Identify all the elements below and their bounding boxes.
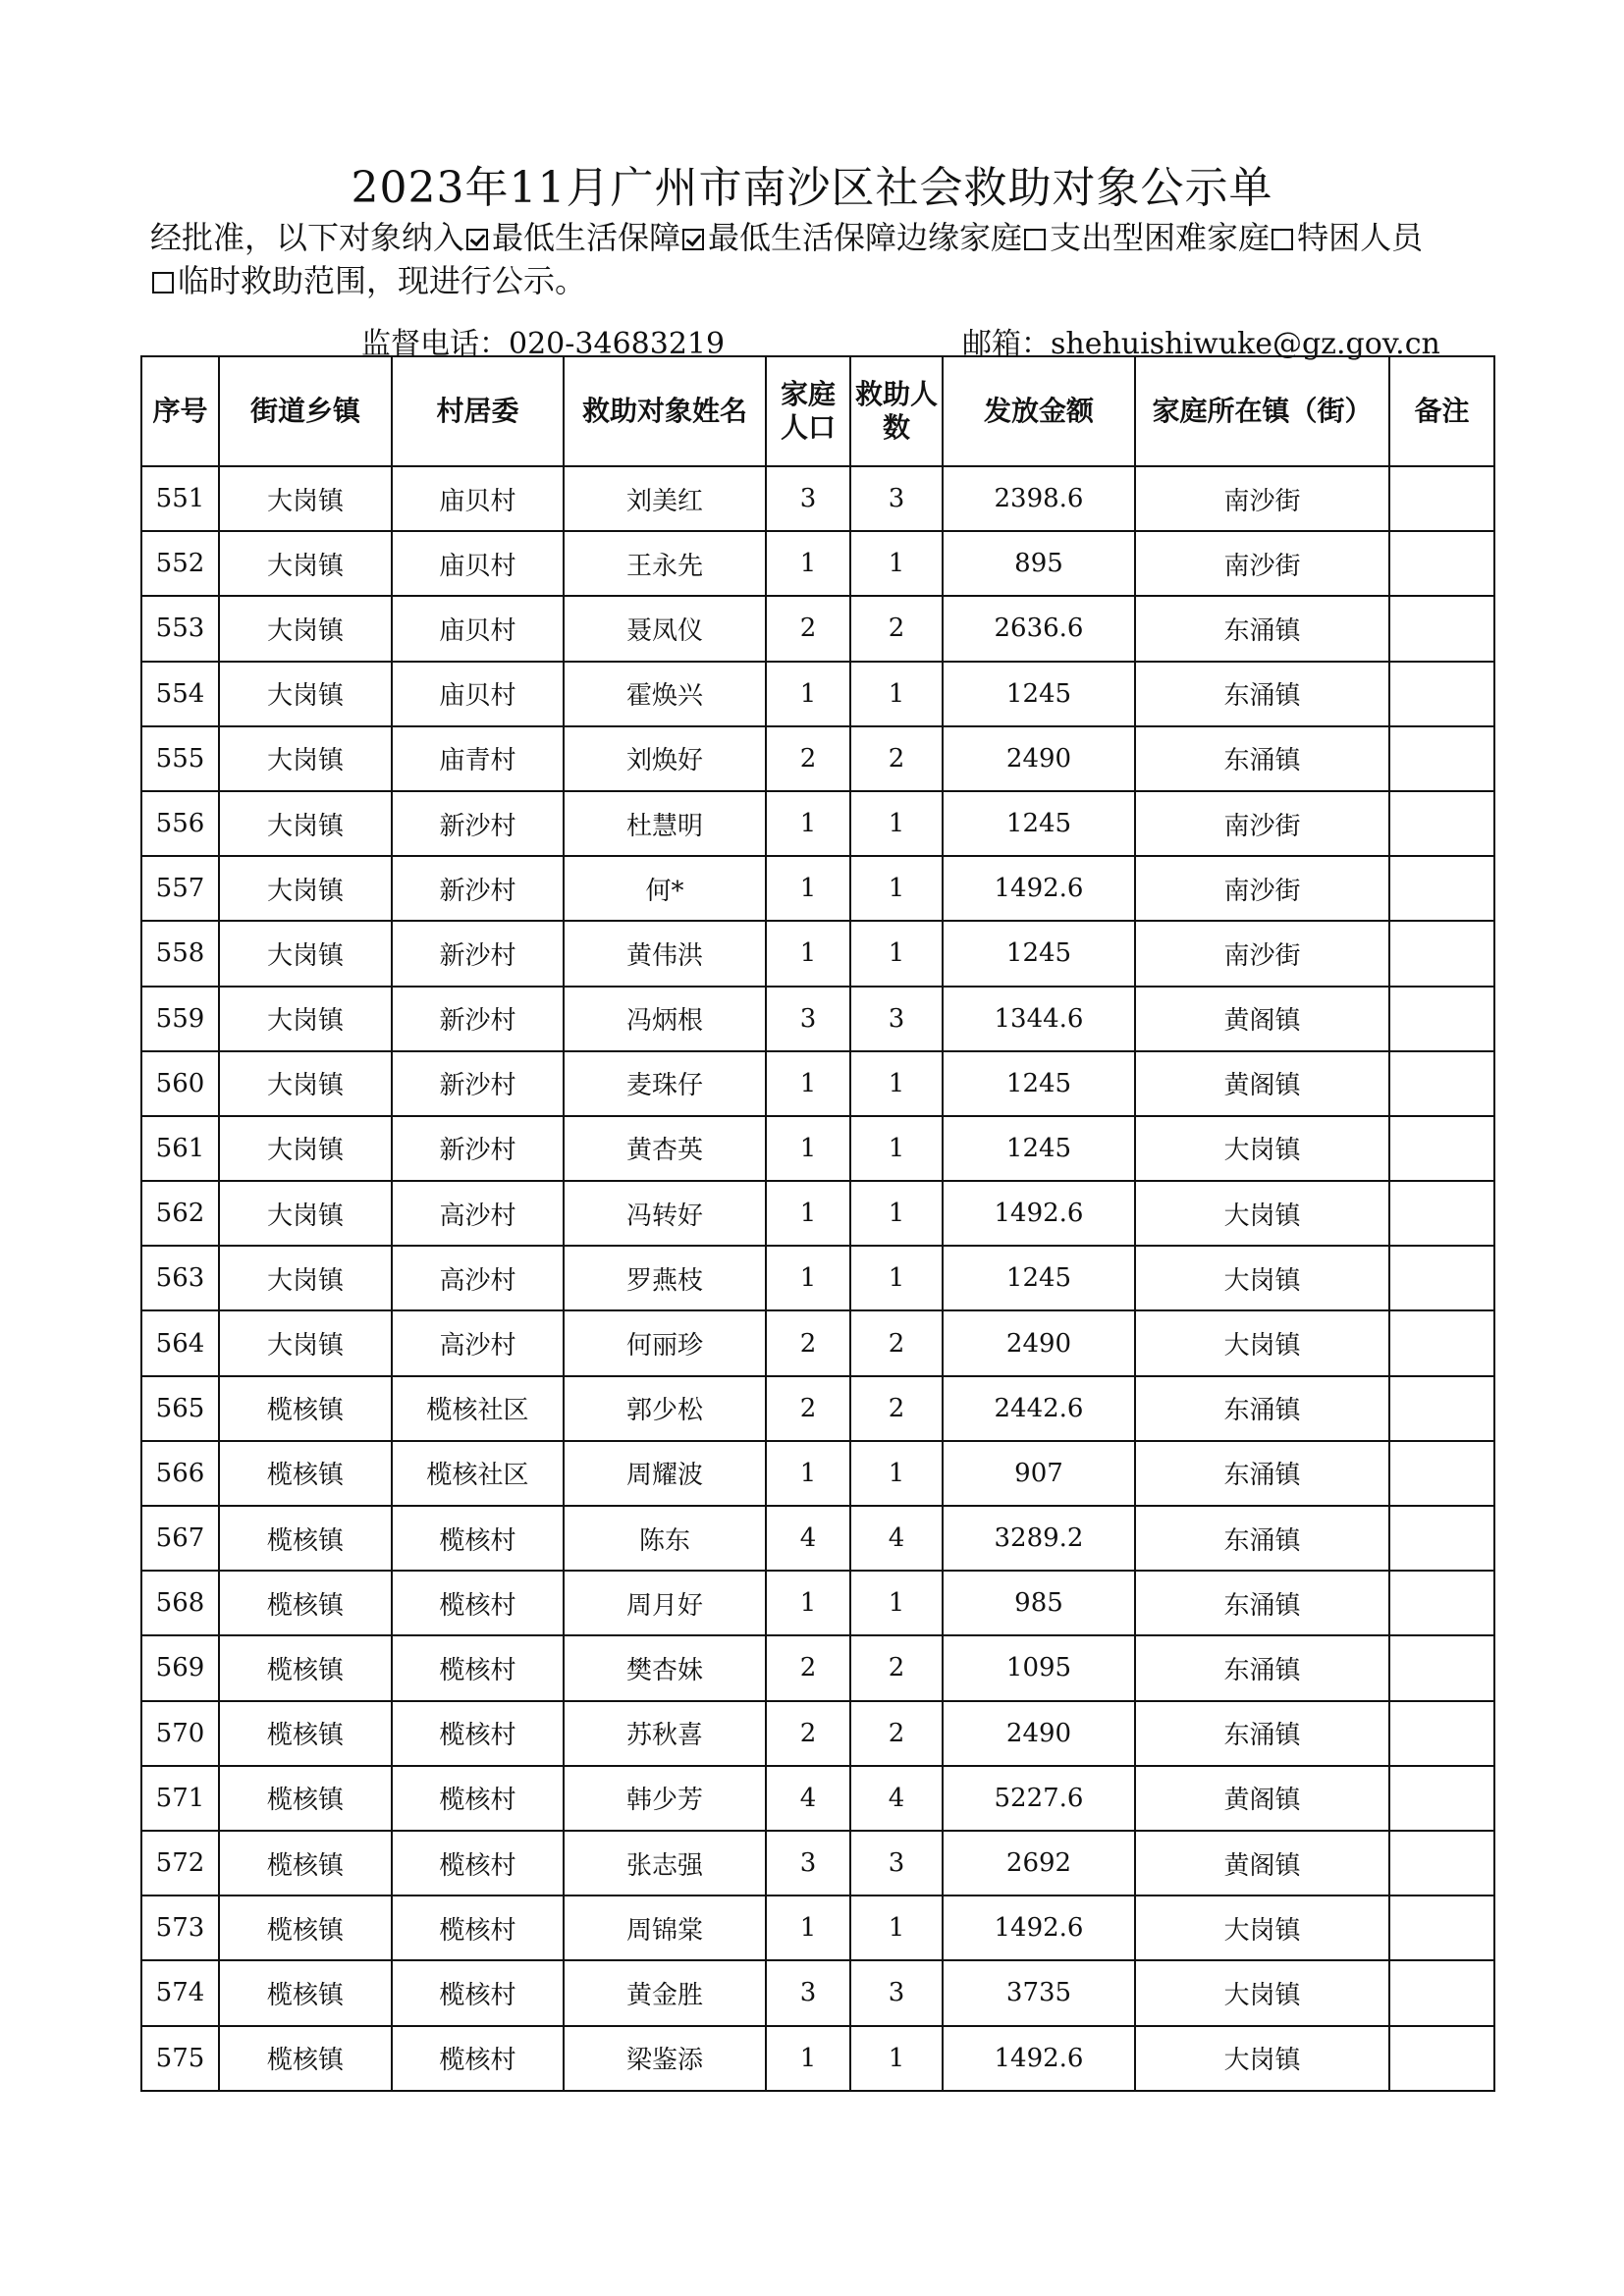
cell-recipient-name: 陈东 — [564, 1506, 766, 1571]
cell-aid-count: 4 — [850, 1766, 943, 1831]
cell-seq: 561 — [141, 1116, 219, 1181]
option-label: 临时救助范围，现进行公示。 — [178, 262, 587, 299]
cell-subdistrict: 大岗镇 — [219, 791, 392, 856]
cell-remarks — [1389, 1376, 1494, 1441]
cell-amount: 1492.6 — [943, 2026, 1135, 2091]
cell-seq: 552 — [141, 531, 219, 596]
cell-seq: 567 — [141, 1506, 219, 1571]
cell-recipient-name: 黄杏英 — [564, 1116, 766, 1181]
cell-recipient-name: 黄伟洪 — [564, 921, 766, 986]
cell-subdistrict: 大岗镇 — [219, 596, 392, 661]
cell-remarks — [1389, 1181, 1494, 1246]
cell-household-size: 3 — [766, 466, 850, 531]
cell-village: 高沙村 — [392, 1246, 564, 1310]
table-row — [141, 1051, 1494, 1116]
intro-line-1 — [150, 216, 1525, 259]
cell-village: 高沙村 — [392, 1181, 564, 1246]
cell-subdistrict: 榄核镇 — [219, 1896, 392, 1960]
cell-remarks — [1389, 726, 1494, 791]
table-row — [141, 921, 1494, 986]
cell-subdistrict: 大岗镇 — [219, 921, 392, 986]
cell-household-size: 1 — [766, 1116, 850, 1181]
table-row — [141, 1246, 1494, 1310]
header-village: 村居委 — [392, 356, 564, 466]
cell-household-size: 1 — [766, 791, 850, 856]
table-row — [141, 596, 1494, 661]
cell-remarks — [1389, 596, 1494, 661]
table-header-row — [141, 356, 1494, 466]
cell-home-town: 东涌镇 — [1135, 1701, 1389, 1766]
option-label: 支出型困难家庭 — [1050, 219, 1271, 256]
cell-recipient-name: 周锦棠 — [564, 1896, 766, 1960]
cell-subdistrict: 榄核镇 — [219, 1376, 392, 1441]
cell-recipient-name: 周月好 — [564, 1571, 766, 1635]
cell-village: 庙贝村 — [392, 662, 564, 726]
cell-subdistrict: 大岗镇 — [219, 1246, 392, 1310]
cell-home-town: 南沙街 — [1135, 531, 1389, 596]
cell-amount: 5227.6 — [943, 1766, 1135, 1831]
cell-seq: 563 — [141, 1246, 219, 1310]
cell-home-town: 南沙街 — [1135, 921, 1389, 986]
cell-home-town: 东涌镇 — [1135, 662, 1389, 726]
cell-recipient-name: 刘美红 — [564, 466, 766, 531]
cell-seq: 556 — [141, 791, 219, 856]
cell-household-size: 1 — [766, 531, 850, 596]
cell-remarks — [1389, 1310, 1494, 1375]
table-row — [141, 987, 1494, 1051]
cell-household-size: 2 — [766, 596, 850, 661]
cell-aid-count: 1 — [850, 1116, 943, 1181]
cell-household-size: 2 — [766, 1635, 850, 1700]
contact-email: 邮箱：shehuishiwuke@gz.gov.cn — [962, 327, 1440, 361]
table-row — [141, 1376, 1494, 1441]
cell-home-town: 大岗镇 — [1135, 1896, 1389, 1960]
cell-seq: 562 — [141, 1181, 219, 1246]
table-row — [141, 1960, 1494, 2025]
cell-village: 榄核村 — [392, 1766, 564, 1831]
cell-recipient-name: 黄金胜 — [564, 1960, 766, 2025]
cell-remarks — [1389, 1116, 1494, 1181]
intro-line-2 — [150, 259, 1525, 302]
cell-remarks — [1389, 1896, 1494, 1960]
intro-text — [150, 216, 1525, 302]
cell-household-size: 4 — [766, 1506, 850, 1571]
cell-amount: 1492.6 — [943, 856, 1135, 921]
cell-home-town: 南沙街 — [1135, 466, 1389, 531]
cell-recipient-name: 聂凤仪 — [564, 596, 766, 661]
cell-amount: 1245 — [943, 791, 1135, 856]
cell-subdistrict: 榄核镇 — [219, 1635, 392, 1700]
cell-household-size: 3 — [766, 1960, 850, 2025]
cell-recipient-name: 韩少芳 — [564, 1766, 766, 1831]
cell-household-size: 3 — [766, 1831, 850, 1896]
cell-home-town: 东涌镇 — [1135, 596, 1389, 661]
table-row — [141, 1766, 1494, 1831]
table-row — [141, 1181, 1494, 1246]
table-row — [141, 726, 1494, 791]
cell-household-size: 1 — [766, 856, 850, 921]
cell-home-town: 大岗镇 — [1135, 1181, 1389, 1246]
cell-subdistrict: 榄核镇 — [219, 1831, 392, 1896]
cell-amount: 2490 — [943, 726, 1135, 791]
cell-amount: 2442.6 — [943, 1376, 1135, 1441]
cell-village: 新沙村 — [392, 1116, 564, 1181]
cell-home-town: 东涌镇 — [1135, 1441, 1389, 1506]
cell-household-size: 1 — [766, 1181, 850, 1246]
cell-remarks — [1389, 662, 1494, 726]
cell-subdistrict: 大岗镇 — [219, 726, 392, 791]
option-label: 最低生活保障边缘家庭 — [708, 219, 1023, 256]
cell-subdistrict: 榄核镇 — [219, 1441, 392, 1506]
cell-aid-count: 1 — [850, 1246, 943, 1310]
cell-amount: 1344.6 — [943, 987, 1135, 1051]
cell-amount: 1245 — [943, 662, 1135, 726]
table-body — [141, 466, 1494, 2091]
option-label: 最低生活保障 — [492, 219, 681, 256]
cell-household-size: 1 — [766, 1246, 850, 1310]
cell-subdistrict: 大岗镇 — [219, 987, 392, 1051]
cell-aid-count: 1 — [850, 531, 943, 596]
option-label: 特困人员 — [1297, 219, 1424, 256]
cell-village: 庙贝村 — [392, 466, 564, 531]
cell-home-town: 大岗镇 — [1135, 1246, 1389, 1310]
table-row — [141, 1506, 1494, 1571]
cell-seq: 575 — [141, 2026, 219, 2091]
cell-home-town: 黄阁镇 — [1135, 1766, 1389, 1831]
cell-aid-count: 3 — [850, 1960, 943, 2025]
table-row — [141, 531, 1494, 596]
cell-subdistrict: 榄核镇 — [219, 1571, 392, 1635]
cell-amount: 2692 — [943, 1831, 1135, 1896]
cell-remarks — [1389, 1635, 1494, 1700]
table-row — [141, 466, 1494, 531]
cell-home-town: 东涌镇 — [1135, 1571, 1389, 1635]
cell-aid-count: 1 — [850, 856, 943, 921]
cell-aid-count: 1 — [850, 1051, 943, 1116]
cell-village: 新沙村 — [392, 921, 564, 986]
cell-remarks — [1389, 531, 1494, 596]
cell-village: 榄核社区 — [392, 1441, 564, 1506]
cell-remarks — [1389, 1766, 1494, 1831]
header-recipient-name: 救助对象姓名 — [564, 356, 766, 466]
header-subdistrict: 街道乡镇 — [219, 356, 392, 466]
cell-seq: 564 — [141, 1310, 219, 1375]
cell-seq: 554 — [141, 662, 219, 726]
cell-subdistrict: 榄核镇 — [219, 1506, 392, 1571]
cell-subdistrict: 大岗镇 — [219, 1181, 392, 1246]
cell-recipient-name: 麦珠仔 — [564, 1051, 766, 1116]
header-seq: 序号 — [141, 356, 219, 466]
cell-remarks — [1389, 1246, 1494, 1310]
cell-home-town: 大岗镇 — [1135, 1310, 1389, 1375]
cell-amount: 3289.2 — [943, 1506, 1135, 1571]
cell-aid-count: 1 — [850, 662, 943, 726]
cell-remarks — [1389, 1571, 1494, 1635]
cell-household-size: 1 — [766, 1571, 850, 1635]
supervision-phone: 监督电话：020-34683219 — [361, 327, 726, 361]
cell-seq: 559 — [141, 987, 219, 1051]
cell-aid-count: 2 — [850, 726, 943, 791]
cell-recipient-name: 梁鉴添 — [564, 2026, 766, 2091]
cell-aid-count: 4 — [850, 1506, 943, 1571]
cell-home-town: 大岗镇 — [1135, 1960, 1389, 2025]
cell-household-size: 2 — [766, 1701, 850, 1766]
cell-seq: 570 — [141, 1701, 219, 1766]
cell-aid-count: 2 — [850, 1310, 943, 1375]
cell-remarks — [1389, 1701, 1494, 1766]
checkbox-icon-checked — [466, 229, 488, 250]
cell-village: 榄核村 — [392, 1896, 564, 1960]
cell-recipient-name: 霍焕兴 — [564, 662, 766, 726]
cell-subdistrict: 大岗镇 — [219, 466, 392, 531]
cell-household-size: 1 — [766, 1896, 850, 1960]
checkbox-icon-unchecked — [1024, 229, 1046, 250]
cell-household-size: 1 — [766, 1051, 850, 1116]
cell-seq: 571 — [141, 1766, 219, 1831]
header-remarks: 备注 — [1389, 356, 1494, 466]
cell-aid-count: 1 — [850, 791, 943, 856]
cell-village: 新沙村 — [392, 1051, 564, 1116]
cell-recipient-name: 冯转好 — [564, 1181, 766, 1246]
cell-remarks — [1389, 1506, 1494, 1571]
cell-village: 庙贝村 — [392, 596, 564, 661]
cell-subdistrict: 榄核镇 — [219, 1701, 392, 1766]
cell-recipient-name: 樊杏妹 — [564, 1635, 766, 1700]
cell-village: 榄核村 — [392, 1635, 564, 1700]
cell-home-town: 南沙街 — [1135, 856, 1389, 921]
cell-amount: 1245 — [943, 1116, 1135, 1181]
cell-seq: 553 — [141, 596, 219, 661]
table-row — [141, 1635, 1494, 1700]
cell-recipient-name: 郭少松 — [564, 1376, 766, 1441]
cell-recipient-name: 王永先 — [564, 531, 766, 596]
cell-seq: 566 — [141, 1441, 219, 1506]
cell-amount: 2490 — [943, 1701, 1135, 1766]
cell-remarks — [1389, 2026, 1494, 2091]
cell-village: 榄核村 — [392, 1506, 564, 1571]
table-row — [141, 1116, 1494, 1181]
cell-amount: 1245 — [943, 1051, 1135, 1116]
table-row — [141, 2026, 1494, 2091]
cell-village: 庙贝村 — [392, 531, 564, 596]
cell-household-size: 2 — [766, 1376, 850, 1441]
cell-seq: 568 — [141, 1571, 219, 1635]
cell-seq: 557 — [141, 856, 219, 921]
cell-recipient-name: 罗燕枝 — [564, 1246, 766, 1310]
checkbox-icon-unchecked — [152, 272, 174, 294]
cell-aid-count: 1 — [850, 2026, 943, 2091]
cell-home-town: 东涌镇 — [1135, 1376, 1389, 1441]
cell-amount: 2398.6 — [943, 466, 1135, 531]
cell-village: 榄核村 — [392, 1571, 564, 1635]
checkbox-icon-unchecked — [1272, 229, 1293, 250]
cell-recipient-name: 何丽珍 — [564, 1310, 766, 1375]
cell-remarks — [1389, 791, 1494, 856]
cell-remarks — [1389, 987, 1494, 1051]
cell-village: 新沙村 — [392, 791, 564, 856]
cell-aid-count: 2 — [850, 1701, 943, 1766]
cell-aid-count: 1 — [850, 921, 943, 986]
cell-amount: 1245 — [943, 1246, 1135, 1310]
cell-home-town: 东涌镇 — [1135, 726, 1389, 791]
cell-subdistrict: 榄核镇 — [219, 1960, 392, 2025]
cell-seq: 574 — [141, 1960, 219, 2025]
cell-amount: 985 — [943, 1571, 1135, 1635]
cell-household-size: 2 — [766, 726, 850, 791]
header-aid-count: 救助人 数 — [850, 356, 943, 466]
cell-amount: 1095 — [943, 1635, 1135, 1700]
cell-household-size: 1 — [766, 921, 850, 986]
cell-recipient-name: 刘焕好 — [564, 726, 766, 791]
cell-subdistrict: 榄核镇 — [219, 2026, 392, 2091]
cell-village: 榄核社区 — [392, 1376, 564, 1441]
cell-aid-count: 1 — [850, 1896, 943, 1960]
cell-subdistrict: 大岗镇 — [219, 1310, 392, 1375]
cell-household-size: 3 — [766, 987, 850, 1051]
cell-subdistrict: 大岗镇 — [219, 662, 392, 726]
cell-village: 榄核村 — [392, 1960, 564, 2025]
cell-amount: 1245 — [943, 921, 1135, 986]
header-home-town: 家庭所在镇（街） — [1135, 356, 1389, 466]
cell-village: 榄核村 — [392, 1701, 564, 1766]
cell-seq: 565 — [141, 1376, 219, 1441]
cell-subdistrict: 大岗镇 — [219, 1051, 392, 1116]
cell-seq: 560 — [141, 1051, 219, 1116]
cell-aid-count: 3 — [850, 1831, 943, 1896]
recipients-table — [140, 355, 1495, 2092]
cell-seq: 572 — [141, 1831, 219, 1896]
cell-amount: 895 — [943, 531, 1135, 596]
cell-recipient-name: 苏秋喜 — [564, 1701, 766, 1766]
cell-remarks — [1389, 921, 1494, 986]
cell-aid-count: 3 — [850, 987, 943, 1051]
table-row — [141, 1441, 1494, 1506]
cell-aid-count: 1 — [850, 1181, 943, 1246]
cell-home-town: 黄阁镇 — [1135, 987, 1389, 1051]
cell-home-town: 黄阁镇 — [1135, 1831, 1389, 1896]
cell-aid-count: 2 — [850, 1635, 943, 1700]
cell-amount: 2636.6 — [943, 596, 1135, 661]
table-row — [141, 791, 1494, 856]
cell-village: 榄核村 — [392, 1831, 564, 1896]
cell-household-size: 1 — [766, 1441, 850, 1506]
checkbox-icon-checked — [682, 229, 704, 250]
page-title: 2023年11月广州市南沙区社会救助对象公示单 — [351, 163, 1273, 213]
cell-home-town: 大岗镇 — [1135, 2026, 1389, 2091]
cell-aid-count: 2 — [850, 596, 943, 661]
cell-seq: 555 — [141, 726, 219, 791]
cell-recipient-name: 周耀波 — [564, 1441, 766, 1506]
cell-subdistrict: 大岗镇 — [219, 531, 392, 596]
cell-aid-count: 1 — [850, 1441, 943, 1506]
cell-remarks — [1389, 1960, 1494, 2025]
cell-recipient-name: 何* — [564, 856, 766, 921]
cell-aid-count: 2 — [850, 1376, 943, 1441]
cell-amount: 907 — [943, 1441, 1135, 1506]
cell-subdistrict: 大岗镇 — [219, 1116, 392, 1181]
cell-village: 榄核村 — [392, 2026, 564, 2091]
cell-home-town: 大岗镇 — [1135, 1116, 1389, 1181]
cell-amount: 3735 — [943, 1960, 1135, 2025]
table-row — [141, 856, 1494, 921]
header-amount: 发放金额 — [943, 356, 1135, 466]
cell-household-size: 1 — [766, 2026, 850, 2091]
cell-seq: 573 — [141, 1896, 219, 1960]
cell-village: 新沙村 — [392, 856, 564, 921]
table-row — [141, 1831, 1494, 1896]
cell-village: 庙青村 — [392, 726, 564, 791]
cell-seq: 558 — [141, 921, 219, 986]
cell-remarks — [1389, 856, 1494, 921]
cell-subdistrict: 大岗镇 — [219, 856, 392, 921]
cell-home-town: 南沙街 — [1135, 791, 1389, 856]
cell-household-size: 1 — [766, 662, 850, 726]
cell-remarks — [1389, 1441, 1494, 1506]
cell-village: 新沙村 — [392, 987, 564, 1051]
cell-remarks — [1389, 1051, 1494, 1116]
cell-household-size: 2 — [766, 1310, 850, 1375]
cell-remarks — [1389, 1831, 1494, 1896]
cell-recipient-name: 张志强 — [564, 1831, 766, 1896]
cell-amount: 1492.6 — [943, 1181, 1135, 1246]
cell-aid-count: 1 — [850, 1571, 943, 1635]
cell-recipient-name: 杜慧明 — [564, 791, 766, 856]
table-row — [141, 1310, 1494, 1375]
table-row — [141, 662, 1494, 726]
table-row — [141, 1896, 1494, 1960]
cell-amount: 1492.6 — [943, 1896, 1135, 1960]
cell-remarks — [1389, 466, 1494, 531]
cell-household-size: 4 — [766, 1766, 850, 1831]
cell-home-town: 黄阁镇 — [1135, 1051, 1389, 1116]
intro-prefix: 经批准，以下对象纳入 — [150, 219, 465, 256]
header-household-size: 家庭 人口 — [766, 356, 850, 466]
cell-home-town: 东涌镇 — [1135, 1506, 1389, 1571]
cell-village: 高沙村 — [392, 1310, 564, 1375]
cell-recipient-name: 冯炳根 — [564, 987, 766, 1051]
table-row — [141, 1571, 1494, 1635]
cell-amount: 2490 — [943, 1310, 1135, 1375]
cell-aid-count: 3 — [850, 466, 943, 531]
cell-home-town: 东涌镇 — [1135, 1635, 1389, 1700]
cell-seq: 551 — [141, 466, 219, 531]
table-row — [141, 1701, 1494, 1766]
cell-subdistrict: 榄核镇 — [219, 1766, 392, 1831]
cell-seq: 569 — [141, 1635, 219, 1700]
